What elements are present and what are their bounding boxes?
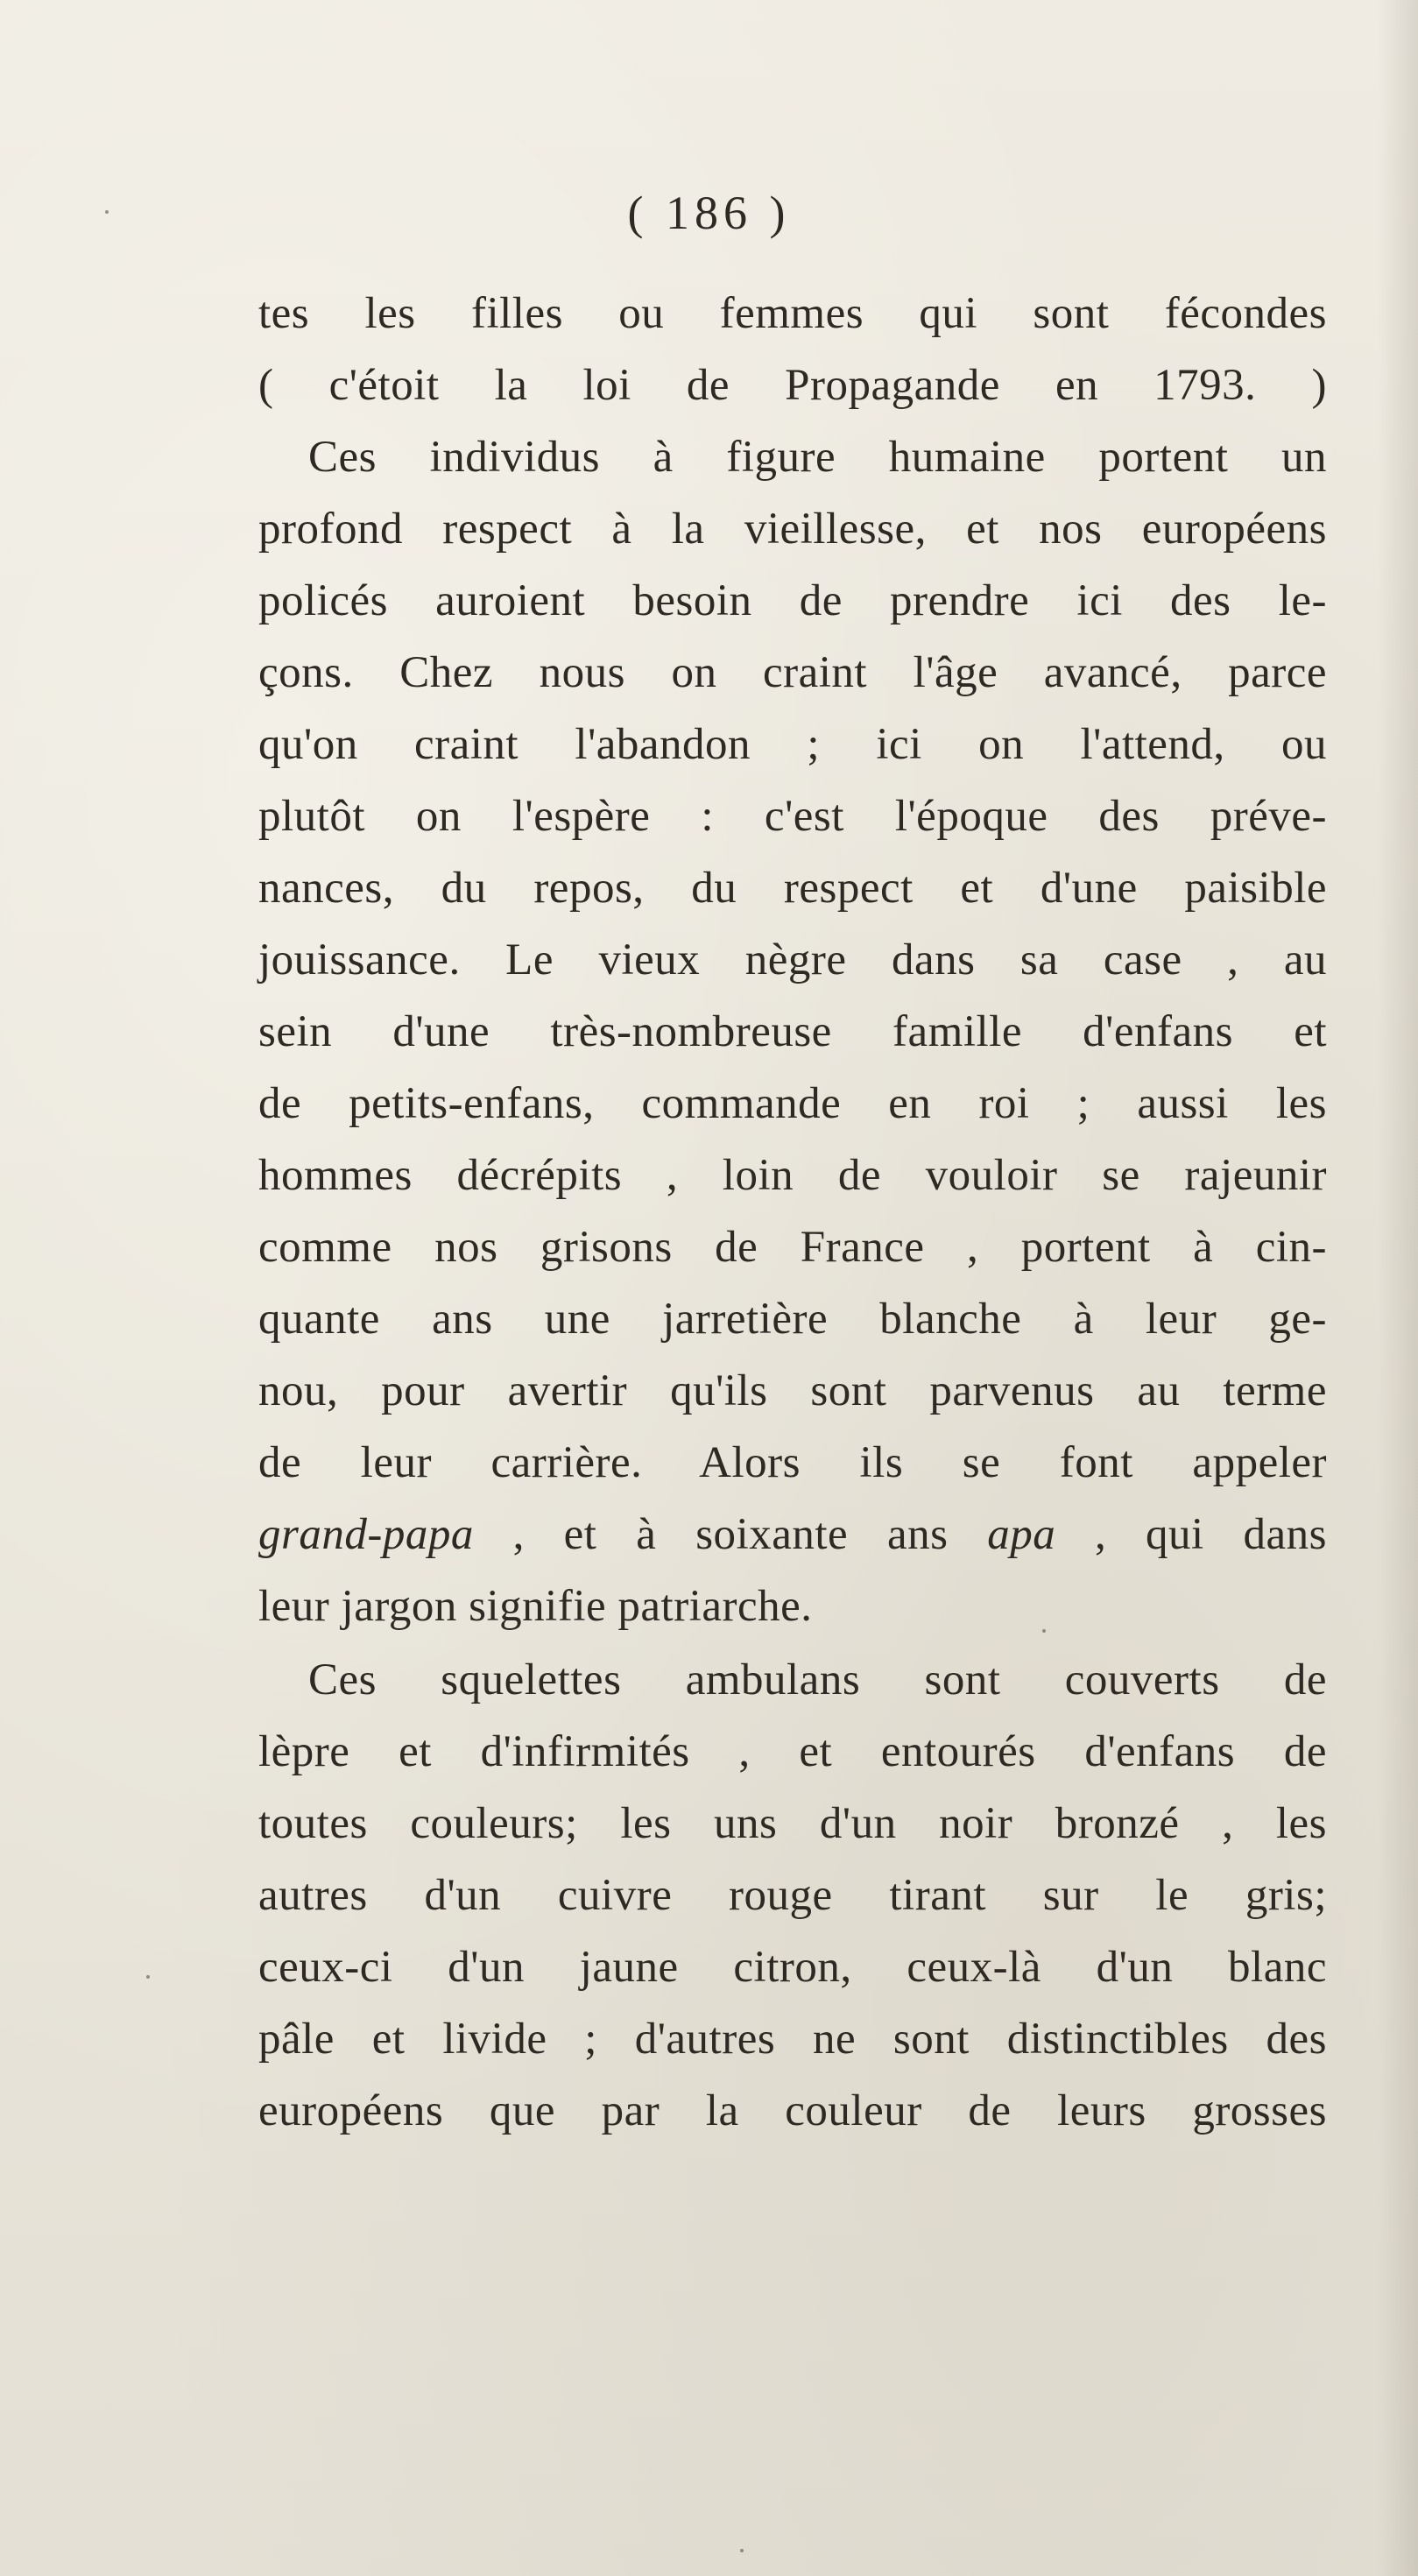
text-line: policés auroient besoin de prendre ici des le- — [258, 576, 1327, 625]
text-line: autres d'un cuivre rouge tirant sur le gris; — [258, 1871, 1327, 1920]
text-line: toutes couleurs; les uns d'un noir bronzé , les — [258, 1799, 1327, 1848]
text-line: tes les filles ou femmes qui sont fécondes — [258, 289, 1327, 338]
paper-speck — [146, 1975, 150, 1979]
text-line: européens que par la couleur de leurs grosses — [258, 2086, 1327, 2135]
italic-term-apa: apa — [987, 1510, 1056, 1559]
italic-term-grand-papa: grand-papa — [258, 1510, 474, 1559]
page-spine-shadow — [1378, 0, 1418, 2576]
paragraph-start-line: Ces squelettes ambulans sont couverts de — [308, 1655, 1327, 1704]
text-line: qu'on craint l'abandon ; ici on l'attend, ou — [258, 720, 1327, 769]
text-line: hommes décrépits , loin de vouloir se rajeunir — [258, 1151, 1327, 1200]
text-line: profond respect à la vieillesse, et nos européens — [258, 505, 1327, 554]
text-line: jouissance. Le vieux nègre dans sa case , au — [258, 935, 1327, 985]
text-line: sein d'une très-nombreuse famille d'enfans et — [258, 1007, 1327, 1056]
paper-speck — [1042, 1629, 1046, 1633]
text-line: nances, du repos, du respect et d'une paisible — [258, 864, 1327, 913]
text-line: comme nos grisons de France , portent à cin- — [258, 1223, 1327, 1272]
paragraph-end-line: leur jargon signifie patriarche. — [258, 1582, 813, 1631]
text-line: pâle et livide ; d'autres ne sont distinctibles des — [258, 2015, 1327, 2064]
text-line: nou, pour avertir qu'ils sont parvenus au terme — [258, 1366, 1327, 1415]
text-line: çons. Chez nous on craint l'âge avancé, parce — [258, 648, 1327, 697]
paper-speck — [105, 210, 109, 214]
text-line: de leur carrière. Alors ils se font appeler — [258, 1438, 1327, 1487]
text-line: lèpre et d'infirmités , et entourés d'enfans de — [258, 1727, 1327, 1776]
text-line: ( c'étoit la loi de Propagande en 1793. ) — [258, 361, 1327, 410]
text-line: quante ans une jarretière blanche à leur ge- — [258, 1295, 1327, 1344]
text-line: plutôt on l'espère : c'est l'époque des préve- — [258, 792, 1327, 841]
text-line-with-italics: grand-papa , et à soixante ans apa , qui dans — [258, 1510, 1327, 1559]
page-number: ( 186 ) — [627, 187, 791, 239]
text-line: de petits-enfans, commande en roi ; aussi les — [258, 1079, 1327, 1128]
paper-speck — [740, 2549, 744, 2552]
text-line: ceux-ci d'un jaune citron, ceux-là d'un blanc — [258, 1943, 1327, 1992]
paragraph-start-line: Ces individus à figure humaine portent un — [308, 433, 1327, 482]
